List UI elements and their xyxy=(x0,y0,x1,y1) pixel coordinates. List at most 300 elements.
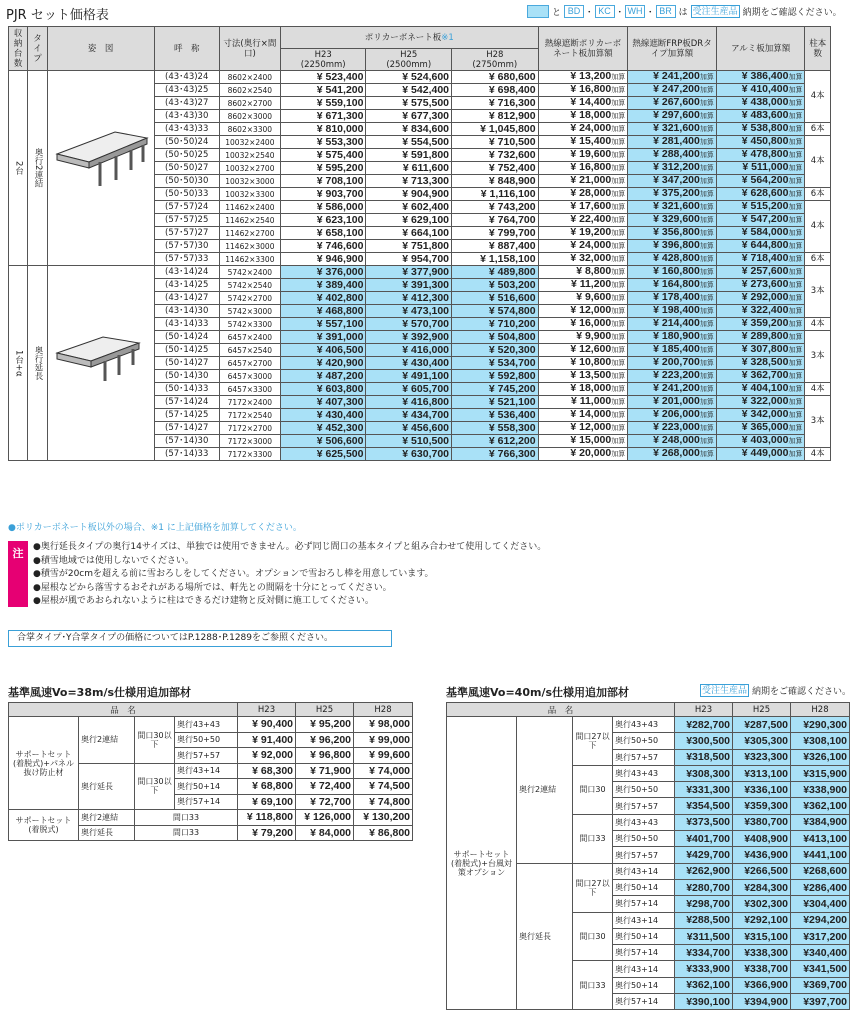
price-cell: ¥ 745,200 xyxy=(452,383,539,396)
price-cell: ¥286,400 xyxy=(791,879,850,895)
price-cell: ¥284,300 xyxy=(733,879,791,895)
price-cell: ¥ 834,600 xyxy=(366,123,452,136)
post-count: 3本 xyxy=(805,396,831,448)
header-figure: 姿 図 xyxy=(47,27,154,71)
price-cell: ¥413,100 xyxy=(791,831,850,847)
price-cell: ¥ 98,000 xyxy=(354,717,413,733)
note-item: ●積雪地域では使用しないでください。 xyxy=(33,555,194,566)
model-name: (50･14)24 xyxy=(154,331,219,344)
depth-cell: 奥行57+14 xyxy=(175,794,238,810)
dimension: 11462×3000 xyxy=(219,240,280,253)
width-cell: 間口33 xyxy=(135,825,238,841)
price-cell: ¥ 69,100 xyxy=(238,794,296,810)
note-item: ●積雪が20cmを超える前に雪おろしをしてください。オプションで雪おろし棒を用意しています。 xyxy=(33,569,434,579)
price-cell: ¥ 1,116,100 xyxy=(452,188,539,201)
addon-price-cell: ¥ 241,200加算 xyxy=(628,71,717,84)
price-cell: ¥ 946,900 xyxy=(280,253,366,266)
post-count: 6本 xyxy=(805,253,831,266)
price-cell: ¥ 95,200 xyxy=(296,717,354,733)
price-cell: ¥ 611,600 xyxy=(366,162,452,175)
addon-price-cell: ¥ 241,200加算 xyxy=(628,383,717,396)
price-cell: ¥ 430,400 xyxy=(366,357,452,370)
addon-price-cell: ¥ 347,200加算 xyxy=(628,175,717,188)
price-cell: ¥ 603,800 xyxy=(280,383,366,396)
price-cell: ¥ 732,600 xyxy=(452,149,539,162)
price-cell: ¥294,200 xyxy=(791,912,850,928)
model-name: (57･57)24 xyxy=(154,201,219,214)
addon-price-cell: ¥ 14,400加算 xyxy=(538,97,628,110)
legend-swatch xyxy=(527,5,549,18)
type-cell: 奥行2連結 xyxy=(79,810,135,826)
price-cell: ¥308,300 xyxy=(675,765,733,781)
dimension: 6457×2540 xyxy=(219,344,280,357)
model-name: (57･57)30 xyxy=(154,240,219,253)
model-name: (57･57)27 xyxy=(154,227,219,240)
price-cell: ¥336,100 xyxy=(733,782,791,798)
model-name: (43･43)30 xyxy=(154,110,219,123)
addon-price-cell: ¥ 410,400加算 xyxy=(716,84,805,97)
price-cell: ¥313,100 xyxy=(733,765,791,781)
addon-price-cell: ¥ 403,000加算 xyxy=(716,435,805,448)
width-cell: 間口33 xyxy=(573,961,613,1010)
price-cell: ¥ 96,200 xyxy=(296,732,354,748)
model-name: (57･14)30 xyxy=(154,435,219,448)
price-cell: ¥ 377,900 xyxy=(366,266,452,279)
price-cell: ¥ 575,400 xyxy=(280,149,366,162)
dimension: 5742×2700 xyxy=(219,292,280,305)
depth-cell: 奥行57+14 xyxy=(613,945,675,961)
price-cell: ¥ 766,300 xyxy=(452,448,539,461)
header-poly: ポリカーボネート板※1 xyxy=(280,27,538,49)
addon-price-cell: ¥ 18,000加算 xyxy=(538,383,628,396)
dimension: 11462×2400 xyxy=(219,201,280,214)
price-cell: ¥304,400 xyxy=(791,896,850,912)
price-cell: ¥ 391,000 xyxy=(280,331,366,344)
price-cell: ¥ 612,200 xyxy=(452,435,539,448)
carport-figure-icon xyxy=(47,266,154,461)
addon-price-cell: ¥ 289,800加算 xyxy=(716,331,805,344)
price-cell: ¥302,300 xyxy=(733,896,791,912)
price-cell: ¥ 520,300 xyxy=(452,344,539,357)
price-cell: ¥ 591,800 xyxy=(366,149,452,162)
price-cell: ¥ 130,200 xyxy=(354,810,413,826)
price-cell: ¥ 407,300 xyxy=(280,396,366,409)
made-to-order-badge: 受注生産品 xyxy=(692,6,738,16)
depth-cell: 奥行57+14 xyxy=(613,896,675,912)
price-cell: ¥334,700 xyxy=(675,945,733,961)
dimension: 8602×2540 xyxy=(219,84,280,97)
model-name: (57･14)25 xyxy=(154,409,219,422)
addon-price-cell: ¥ 206,000加算 xyxy=(628,409,717,422)
price-cell: ¥ 1,158,100 xyxy=(452,253,539,266)
price-cell: ¥ 625,500 xyxy=(280,448,366,461)
post-count: 4本 xyxy=(805,136,831,188)
type-cell: 奥行延長 xyxy=(517,863,573,1010)
price-cell: ¥ 74,800 xyxy=(354,794,413,810)
wind38-table: 品 名 H23 H25 H28 サポートセット(着脱式)+パネル抜け防止材 奥行2連結 間口30以下 奥行43+43 ¥ 90,400 ¥ 95,200 ¥ 98,000 奥行50+50 ¥ 91,400 ¥ 96,200 ¥ 99,000 奥行57+57 ¥ 92,000 ¥ 96,800 ¥ 99,600 奥行延長 間口30以下 奥行43+14 ¥ 68,300 ¥ 71,900 ¥ 74,000 奥行50+14 ¥ 68,800 ¥ 72,400 ¥ 74,500 奥行57+14 ¥ 69,100 ¥ 72,700 ¥ 74,800 サポートセット(着脱式) 奥行2連結 間口33 ¥ 118,800 ¥ 126,000 ¥ 130,200 奥行延長 間口33 ¥ 79,200 ¥ 84,000 ¥ 86,800 xyxy=(8,702,413,841)
addon-price-cell: ¥ 547,200加算 xyxy=(716,214,805,227)
price-cell: ¥441,100 xyxy=(791,847,850,863)
price-cell: ¥280,700 xyxy=(675,879,733,895)
header-type: タイプ xyxy=(28,27,47,71)
addon-price-cell: ¥ 628,600加算 xyxy=(716,188,805,201)
note-item: ●奥行延長タイプの奥行14サイズは、単独では使用できません。必ず同じ間口の基本タイプと組み合わせて使用してください。 xyxy=(33,542,547,552)
price-cell: ¥ 553,300 xyxy=(280,136,366,149)
header-count: 収納台数 xyxy=(9,27,28,71)
price-cell: ¥262,900 xyxy=(675,863,733,879)
price-cell: ¥ 389,400 xyxy=(280,279,366,292)
price-cell: ¥ 468,800 xyxy=(280,305,366,318)
price-cell: ¥311,500 xyxy=(675,928,733,944)
addon-price-cell: ¥ 214,400加算 xyxy=(628,318,717,331)
price-cell: ¥373,500 xyxy=(675,814,733,830)
price-cell: ¥366,900 xyxy=(733,977,791,993)
price-cell: ¥ 799,700 xyxy=(452,227,539,240)
header-h23: H23 (2250mm) xyxy=(280,49,366,71)
dimension: 8602×2400 xyxy=(219,71,280,84)
price-cell: ¥315,900 xyxy=(791,765,850,781)
model-name: (50･50)30 xyxy=(154,175,219,188)
price-cell: ¥338,300 xyxy=(733,945,791,961)
price-cell: ¥ 491,100 xyxy=(366,370,452,383)
addon-price-cell: ¥ 24,000加算 xyxy=(538,240,628,253)
post-count: 6本 xyxy=(805,123,831,136)
price-cell: ¥305,300 xyxy=(733,733,791,749)
depth-cell: 奥行43+43 xyxy=(613,717,675,733)
addon-price-cell: ¥ 32,000加算 xyxy=(538,253,628,266)
model-name: (43･43)25 xyxy=(154,84,219,97)
addon-price-cell: ¥ 11,200加算 xyxy=(538,279,628,292)
dimension: 7172×3000 xyxy=(219,435,280,448)
model-name: (50･50)33 xyxy=(154,188,219,201)
price-cell: ¥ 752,400 xyxy=(452,162,539,175)
model-name: (43･43)33 xyxy=(154,123,219,136)
price-cell: ¥397,700 xyxy=(791,994,850,1010)
addon-price-cell: ¥ 396,800加算 xyxy=(628,240,717,253)
price-cell: ¥ 504,800 xyxy=(452,331,539,344)
addon-price-cell: ¥ 19,200加算 xyxy=(538,227,628,240)
post-count: 4本 xyxy=(805,201,831,253)
dimension: 10032×3300 xyxy=(219,188,280,201)
price-cell: ¥ 713,300 xyxy=(366,175,452,188)
addon-price-cell: ¥ 321,600加算 xyxy=(628,201,717,214)
addon-price-cell: ¥ 386,400加算 xyxy=(716,71,805,84)
addon-price-cell: ¥ 564,200加算 xyxy=(716,175,805,188)
price-cell: ¥ 412,300 xyxy=(366,292,452,305)
price-cell: ¥ 74,500 xyxy=(354,779,413,795)
addon-price-cell: ¥ 584,000加算 xyxy=(716,227,805,240)
price-cell: ¥ 126,000 xyxy=(296,810,354,826)
price-cell: ¥ 521,100 xyxy=(452,396,539,409)
price-cell: ¥ 86,800 xyxy=(354,825,413,841)
price-cell: ¥ 92,000 xyxy=(238,748,296,764)
addon-price-cell: ¥ 200,700加算 xyxy=(628,357,717,370)
price-cell: ¥ 79,200 xyxy=(238,825,296,841)
header-name: 呼 称 xyxy=(154,27,219,71)
unit-count: 1台+α xyxy=(9,266,28,461)
depth-cell: 奥行50+14 xyxy=(613,928,675,944)
addon-price-cell: ¥ 12,600加算 xyxy=(538,344,628,357)
model-name: (57･57)25 xyxy=(154,214,219,227)
depth-cell: 奥行50+50 xyxy=(613,782,675,798)
dimension: 6457×2700 xyxy=(219,357,280,370)
carport-figure-icon xyxy=(47,71,154,266)
dimension: 5742×2400 xyxy=(219,266,280,279)
depth-cell: 奥行43+43 xyxy=(613,765,675,781)
model-name: (57･14)33 xyxy=(154,448,219,461)
price-cell: ¥ 710,500 xyxy=(452,136,539,149)
post-count: 4本 xyxy=(805,318,831,331)
addon-price-cell: ¥ 15,000加算 xyxy=(538,435,628,448)
addon-price-cell: ¥ 185,400加算 xyxy=(628,344,717,357)
price-cell: ¥ 904,900 xyxy=(366,188,452,201)
type-label: 奥行延長 xyxy=(28,266,47,461)
wind38-title: 基準風速Vo=38m/s仕様用追加部材 xyxy=(8,686,192,699)
price-cell: ¥ 74,000 xyxy=(354,763,413,779)
model-name: (43･43)24 xyxy=(154,71,219,84)
price-cell: ¥ 716,300 xyxy=(452,97,539,110)
price-cell: ¥315,100 xyxy=(733,928,791,944)
type-label: 奥行2連結 xyxy=(28,71,47,266)
addon-price-cell: ¥ 307,800加算 xyxy=(716,344,805,357)
width-cell: 間口30 xyxy=(573,765,613,814)
depth-cell: 奥行43+43 xyxy=(175,717,238,733)
price-cell: ¥ 605,700 xyxy=(366,383,452,396)
price-cell: ¥288,500 xyxy=(675,912,733,928)
price-cell: ¥408,900 xyxy=(733,831,791,847)
price-cell: ¥ 71,900 xyxy=(296,763,354,779)
addon-price-cell: ¥ 178,400加算 xyxy=(628,292,717,305)
price-cell: ¥ 503,200 xyxy=(452,279,539,292)
post-count: 4本 xyxy=(805,71,831,123)
page-title: PJR セット価格表 xyxy=(6,8,109,23)
type-cell: 奥行2連結 xyxy=(517,717,573,864)
price-cell: ¥ 72,400 xyxy=(296,779,354,795)
price-cell: ¥ 487,200 xyxy=(280,370,366,383)
post-count: 4本 xyxy=(805,448,831,461)
dimension: 7172×2540 xyxy=(219,409,280,422)
addon-price-cell: ¥ 9,900加算 xyxy=(538,331,628,344)
price-cell: ¥323,300 xyxy=(733,749,791,765)
price-cell: ¥ 510,500 xyxy=(366,435,452,448)
dimension: 10032×3000 xyxy=(219,175,280,188)
dimension: 6457×2400 xyxy=(219,331,280,344)
depth-cell: 奥行50+50 xyxy=(175,732,238,748)
price-cell: ¥ 602,400 xyxy=(366,201,452,214)
addon-price-cell: ¥ 11,000加算 xyxy=(538,396,628,409)
price-cell: ¥362,100 xyxy=(675,977,733,993)
addon-price-cell: ¥ 362,700加算 xyxy=(716,370,805,383)
model-name: (50･14)33 xyxy=(154,383,219,396)
price-cell: ¥ 376,000 xyxy=(280,266,366,279)
price-cell: ¥ 96,800 xyxy=(296,748,354,764)
price-cell: ¥ 574,800 xyxy=(452,305,539,318)
addon-price-cell: ¥ 13,500加算 xyxy=(538,370,628,383)
price-cell: ¥394,900 xyxy=(733,994,791,1010)
addon-price-cell: ¥ 375,200加算 xyxy=(628,188,717,201)
color-wh: WH xyxy=(625,5,645,18)
price-cell: ¥ 954,700 xyxy=(366,253,452,266)
model-name: (43･14)24 xyxy=(154,266,219,279)
unit-count: 2台 xyxy=(9,71,28,266)
price-cell: ¥ 658,100 xyxy=(280,227,366,240)
price-table xyxy=(8,26,831,461)
addon-price-cell: ¥ 322,400加算 xyxy=(716,305,805,318)
price-cell: ¥ 84,000 xyxy=(296,825,354,841)
header-h28: H28 (2750mm) xyxy=(452,49,539,71)
price-cell: ¥ 708,100 xyxy=(280,175,366,188)
header-frp: 熱線遮断FRP板DRタイプ加算額 xyxy=(628,27,717,71)
price-cell: ¥298,700 xyxy=(675,896,733,912)
price-cell: ¥ 516,600 xyxy=(452,292,539,305)
addon-price-cell: ¥ 328,500加算 xyxy=(716,357,805,370)
item-name: サポートセット(着脱式)+台風対策オプション xyxy=(447,717,517,1010)
model-name: (43･14)33 xyxy=(154,318,219,331)
dimension: 8602×3300 xyxy=(219,123,280,136)
price-cell: ¥ 746,600 xyxy=(280,240,366,253)
table-row xyxy=(447,717,850,733)
price-cell: ¥ 558,300 xyxy=(452,422,539,435)
price-cell: ¥ 523,400 xyxy=(280,71,366,84)
price-cell: ¥ 1,045,800 xyxy=(452,123,539,136)
dimension: 11462×3300 xyxy=(219,253,280,266)
price-cell: ¥ 391,300 xyxy=(366,279,452,292)
addon-price-cell: ¥ 718,400加算 xyxy=(716,253,805,266)
model-name: (50･50)24 xyxy=(154,136,219,149)
header-dim: 寸法(奥行×間口) xyxy=(219,27,280,71)
item-name: サポートセット(着脱式) xyxy=(9,810,79,841)
depth-cell: 奥行50+50 xyxy=(613,733,675,749)
addon-price-cell: ¥ 329,600加算 xyxy=(628,214,717,227)
model-name: (43･14)30 xyxy=(154,305,219,318)
dimension: 10032×2400 xyxy=(219,136,280,149)
price-cell: ¥362,100 xyxy=(791,798,850,814)
depth-cell: 奥行50+14 xyxy=(613,977,675,993)
width-cell: 間口30以下 xyxy=(135,717,175,764)
price-cell: ¥333,900 xyxy=(675,961,733,977)
price-cell: ¥ 534,700 xyxy=(452,357,539,370)
addon-price-cell: ¥ 10,800加算 xyxy=(538,357,628,370)
price-cell: ¥ 630,700 xyxy=(366,448,452,461)
model-name: (50･50)27 xyxy=(154,162,219,175)
type-cell: 奥行延長 xyxy=(79,763,135,810)
post-count: 4本 xyxy=(805,383,831,396)
addon-price-cell: ¥ 342,000加算 xyxy=(716,409,805,422)
price-cell: ¥ 68,800 xyxy=(238,779,296,795)
price-cell: ¥ 430,400 xyxy=(280,409,366,422)
addon-price-cell: ¥ 404,100加算 xyxy=(716,383,805,396)
price-cell: ¥326,100 xyxy=(791,749,850,765)
price-cell: ¥ 402,800 xyxy=(280,292,366,305)
price-cell: ¥ 554,500 xyxy=(366,136,452,149)
post-count: 3本 xyxy=(805,331,831,383)
price-cell: ¥ 416,800 xyxy=(366,396,452,409)
dimension: 11462×2540 xyxy=(219,214,280,227)
price-cell: ¥ 91,400 xyxy=(238,732,296,748)
wind40-legend: 受注生産品 納期をご確認ください。 xyxy=(702,685,852,697)
addon-price-cell: ¥ 223,000加算 xyxy=(628,422,717,435)
price-cell: ¥ 559,100 xyxy=(280,97,366,110)
note-item: ●屋根などから落雪するおそれがある場所では、軒先との間隔を十分にとってください。 xyxy=(33,582,392,593)
addon-price-cell: ¥ 449,000加算 xyxy=(716,448,805,461)
depth-cell: 奥行57+57 xyxy=(613,749,675,765)
addon-price-cell: ¥ 356,800加算 xyxy=(628,227,717,240)
addon-price-cell: ¥ 281,400加算 xyxy=(628,136,717,149)
addon-price-cell: ¥ 14,000加算 xyxy=(538,409,628,422)
depth-cell: 奥行57+14 xyxy=(613,994,675,1010)
addon-price-cell: ¥ 16,000加算 xyxy=(538,318,628,331)
wind40-table: 品 名 H23 H25 H28 サポートセット(着脱式)+台風対策オプション 奥行2連結 間口27以下 奥行43+43 ¥282,700 ¥287,500 ¥290,300 奥行50+50 ¥300,500 ¥305,300 ¥308,100 奥行57+57 ¥318,500 ¥323,300 ¥326,100 間口30 奥行43+43 ¥308,300 ¥313,100 ¥315,900 奥行50+50 ¥331,300 ¥336,100 ¥338,900 奥行57+57 ¥354,500 ¥359,300 ¥362,100 間口33 奥行43+43 ¥373,500 ¥380,700 ¥384,900 奥行50+50 ¥401,700 ¥408,900 ¥413,100 奥行57+57 ¥429,700 ¥436,900 ¥441,100 奥行延長 間口27以下 奥行43+14 ¥262,900 ¥266,500 ¥268,600 奥行50+14 ¥280,700 ¥284,300 ¥286,400 奥行57+14 ¥298,700 ¥302,300 ¥304,400 間口30 奥行43+14 ¥288,500 ¥292,100 ¥294,200 奥行50+14 ¥311,500 ¥315,100 ¥317,200 奥行57+14 ¥334,700 ¥338,300 ¥340,400 間口33 奥行43+14 ¥333,900 ¥338,700 ¥341,500 奥行50+14 ¥362,100 ¥366,900 ¥369,700 奥行57+14 ¥390,100 ¥394,900 ¥397,700 xyxy=(446,702,850,1010)
price-cell: ¥ 90,400 xyxy=(238,717,296,733)
addon-price-cell: ¥ 201,000加算 xyxy=(628,396,717,409)
addon-price-cell: ¥ 483,600加算 xyxy=(716,110,805,123)
price-cell: ¥ 903,700 xyxy=(280,188,366,201)
dimension: 10032×2700 xyxy=(219,162,280,175)
table-row xyxy=(9,717,413,733)
model-name: (43･43)27 xyxy=(154,97,219,110)
price-cell: ¥300,500 xyxy=(675,733,733,749)
header-alumi: アルミ板加算額 xyxy=(716,27,805,71)
depth-cell: 奥行43+14 xyxy=(175,763,238,779)
addon-price-cell: ¥ 16,800加算 xyxy=(538,162,628,175)
addon-price-cell: ¥ 248,000加算 xyxy=(628,435,717,448)
model-name: (43･14)27 xyxy=(154,292,219,305)
price-cell: ¥390,100 xyxy=(675,994,733,1010)
dimension: 5742×3300 xyxy=(219,318,280,331)
addon-price-cell: ¥ 198,400加算 xyxy=(628,305,717,318)
addon-price-cell: ¥ 257,600加算 xyxy=(716,266,805,279)
dimension: 10032×2540 xyxy=(219,149,280,162)
price-cell: ¥ 541,200 xyxy=(280,84,366,97)
addon-price-cell: ¥ 321,600加算 xyxy=(628,123,717,136)
price-cell: ¥ 392,900 xyxy=(366,331,452,344)
post-count: 3本 xyxy=(805,266,831,318)
depth-cell: 奥行57+57 xyxy=(613,847,675,863)
price-cell: ¥ 434,700 xyxy=(366,409,452,422)
header-h25: H25 (2500mm) xyxy=(366,49,452,71)
dimension: 5742×3000 xyxy=(219,305,280,318)
table-row xyxy=(9,266,831,279)
dimension: 7172×3300 xyxy=(219,448,280,461)
price-cell: ¥ 698,400 xyxy=(452,84,539,97)
depth-cell: 奥行50+14 xyxy=(175,779,238,795)
header-posts: 柱本数 xyxy=(805,27,831,71)
price-cell: ¥331,300 xyxy=(675,782,733,798)
addon-price-cell: ¥ 428,800加算 xyxy=(628,253,717,266)
addon-price-cell: ¥ 297,600加算 xyxy=(628,110,717,123)
depth-cell: 奥行43+14 xyxy=(613,863,675,879)
price-cell: ¥266,500 xyxy=(733,863,791,879)
addon-price-cell: ¥ 511,000加算 xyxy=(716,162,805,175)
depth-cell: 奥行57+57 xyxy=(613,798,675,814)
price-cell: ¥ 524,600 xyxy=(366,71,452,84)
price-cell: ¥308,100 xyxy=(791,733,850,749)
addon-price-cell: ¥ 644,800加算 xyxy=(716,240,805,253)
header-heat: 熱線遮断ポリカーボネート板加算額 xyxy=(538,27,628,71)
price-cell: ¥ 99,000 xyxy=(354,732,413,748)
depth-cell: 奥行50+50 xyxy=(613,831,675,847)
addon-price-cell: ¥ 20,000加算 xyxy=(538,448,628,461)
width-cell: 間口27以下 xyxy=(573,863,613,912)
addon-price-cell: ¥ 538,800加算 xyxy=(716,123,805,136)
price-cell: ¥ 489,800 xyxy=(452,266,539,279)
price-cell: ¥ 887,400 xyxy=(452,240,539,253)
model-name: (50･50)25 xyxy=(154,149,219,162)
price-cell: ¥401,700 xyxy=(675,831,733,847)
dimension: 7172×2700 xyxy=(219,422,280,435)
price-cell: ¥ 68,300 xyxy=(238,763,296,779)
price-cell: ¥290,300 xyxy=(791,717,850,733)
